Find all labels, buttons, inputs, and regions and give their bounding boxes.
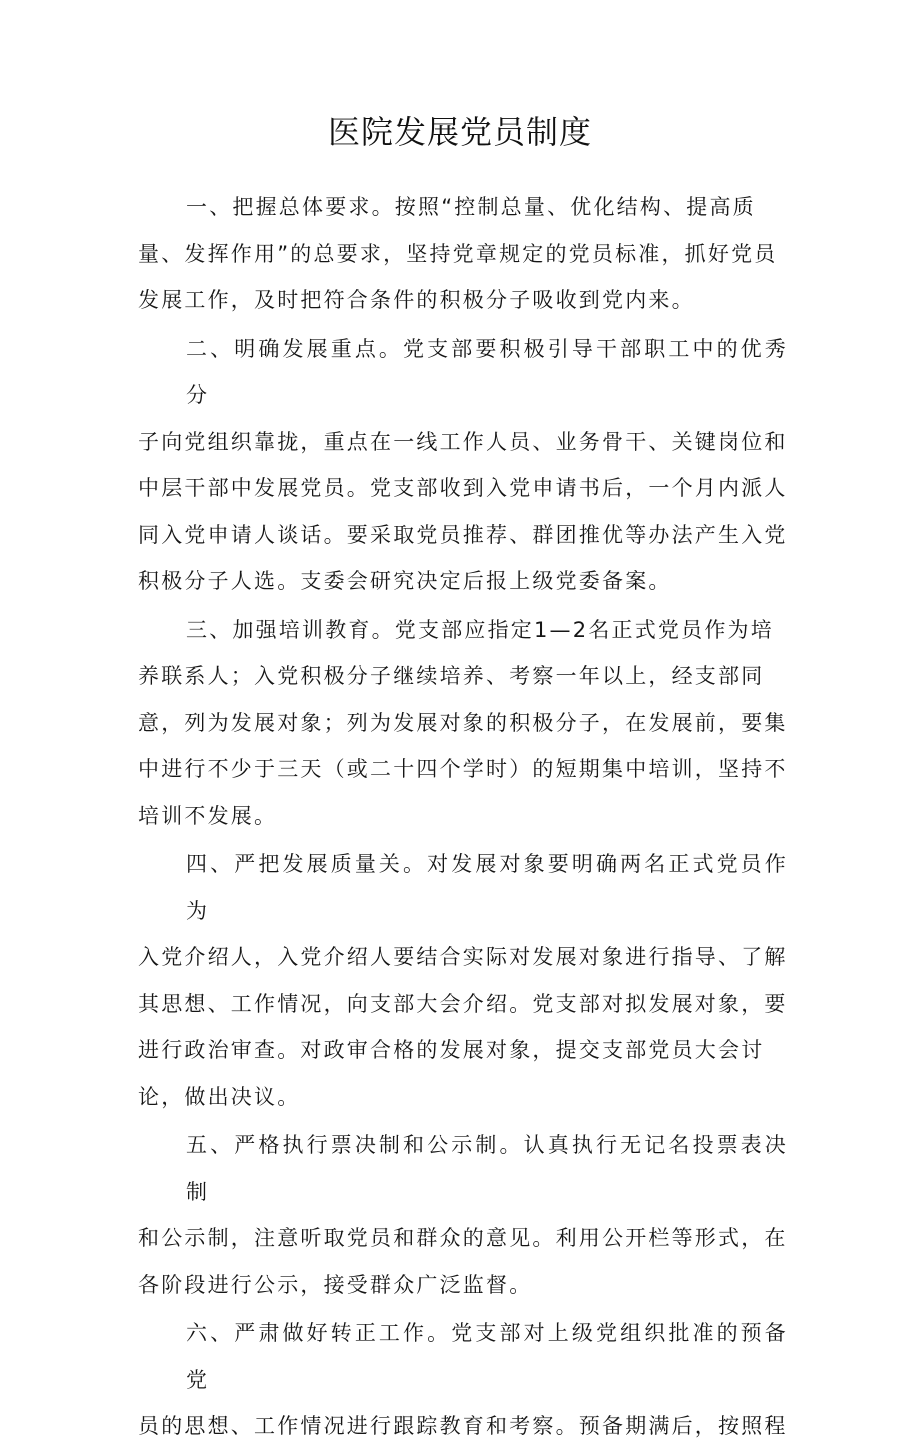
- paragraph-3: [138, 607, 788, 840]
- paragraph-line: 子向党组织靠拢，重点在一线工作人员、业务骨干、关键岗位和: [138, 429, 788, 454]
- paragraph-line: 养联系人；入党积极分子继续培养、考察一年以上，经支部同: [138, 664, 765, 688]
- paragraph-6: [138, 1310, 788, 1450]
- paragraph-4: [138, 841, 788, 1120]
- paragraph-line: 发展工作，及时把符合条件的积极分子吸收到党内来。: [138, 288, 695, 312]
- document-body: [138, 184, 788, 1452]
- paragraph-line: 四、严把发展质量关。对发展对象要明确两名正式党员作为: [186, 852, 788, 923]
- paragraph-line: 中进行不少于三天（或二十四个学时）的短期集中培训，坚持不: [138, 757, 788, 781]
- paragraph-line: 进行政治审查。对政审合格的发展对象，提交支部党员大会讨: [138, 1038, 765, 1062]
- paragraph-line: 入党介绍人，入党介绍人要结合实际对发展对象进行指导、了解: [138, 945, 788, 969]
- paragraph-5: [138, 1122, 788, 1308]
- paragraph-line: 论，做出决议。: [138, 1084, 301, 1109]
- paragraph-line: 和公示制，注意听取党员和群众的意见。利用公开栏等形式，在: [138, 1226, 788, 1250]
- paragraph-line: 一、把握总体要求。按照“控制总量、优化结构、提高质: [186, 195, 756, 219]
- paragraph-2: [138, 326, 788, 605]
- paragraph-line: 意，列为发展对象；列为发展对象的积极分子，在发展前，要集: [138, 710, 788, 735]
- paragraph-line: 六、严肃做好转正工作。党支部对上级党组织批准的预备党: [186, 1321, 788, 1392]
- paragraph-line: 二、明确发展重点。党支部要积极引导干部职工中的优秀分: [186, 336, 788, 407]
- paragraph-line: 同入党申请人谈话。要采取党员推荐、群团推优等办法产生入党: [138, 522, 788, 547]
- paragraph-line: 量、发挥作用”的总要求，坚持党章规定的党员标准，抓好党员: [138, 241, 778, 266]
- paragraph-line: 中层干部中发展党员。党支部收到入党申请书后，一个月内派人: [138, 476, 788, 500]
- paragraph-line: 三、加强培训教育。党支部应指定1—2名正式党员作为培: [186, 617, 774, 642]
- paragraph-1: [138, 184, 788, 324]
- paragraph-line: 其思想、工作情况，向支部大会介绍。党支部对拟发展对象，要: [138, 991, 788, 1016]
- paragraph-line: 员的思想、工作情况进行跟踪教育和考察。预备期满后，按照程: [138, 1414, 788, 1438]
- document-title: 医院发展党员制度: [327, 113, 592, 151]
- paragraph-line: 五、严格执行票决制和公示制。认真执行无记名投票表决制: [186, 1133, 788, 1204]
- paragraph-line: 积极分子人选。支委会研究决定后报上级党委备案。: [138, 569, 672, 593]
- paragraph-line: 培训不发展。: [138, 803, 278, 828]
- paragraph-line: 各阶段进行公示，接受群众广泛监督。: [138, 1272, 533, 1297]
